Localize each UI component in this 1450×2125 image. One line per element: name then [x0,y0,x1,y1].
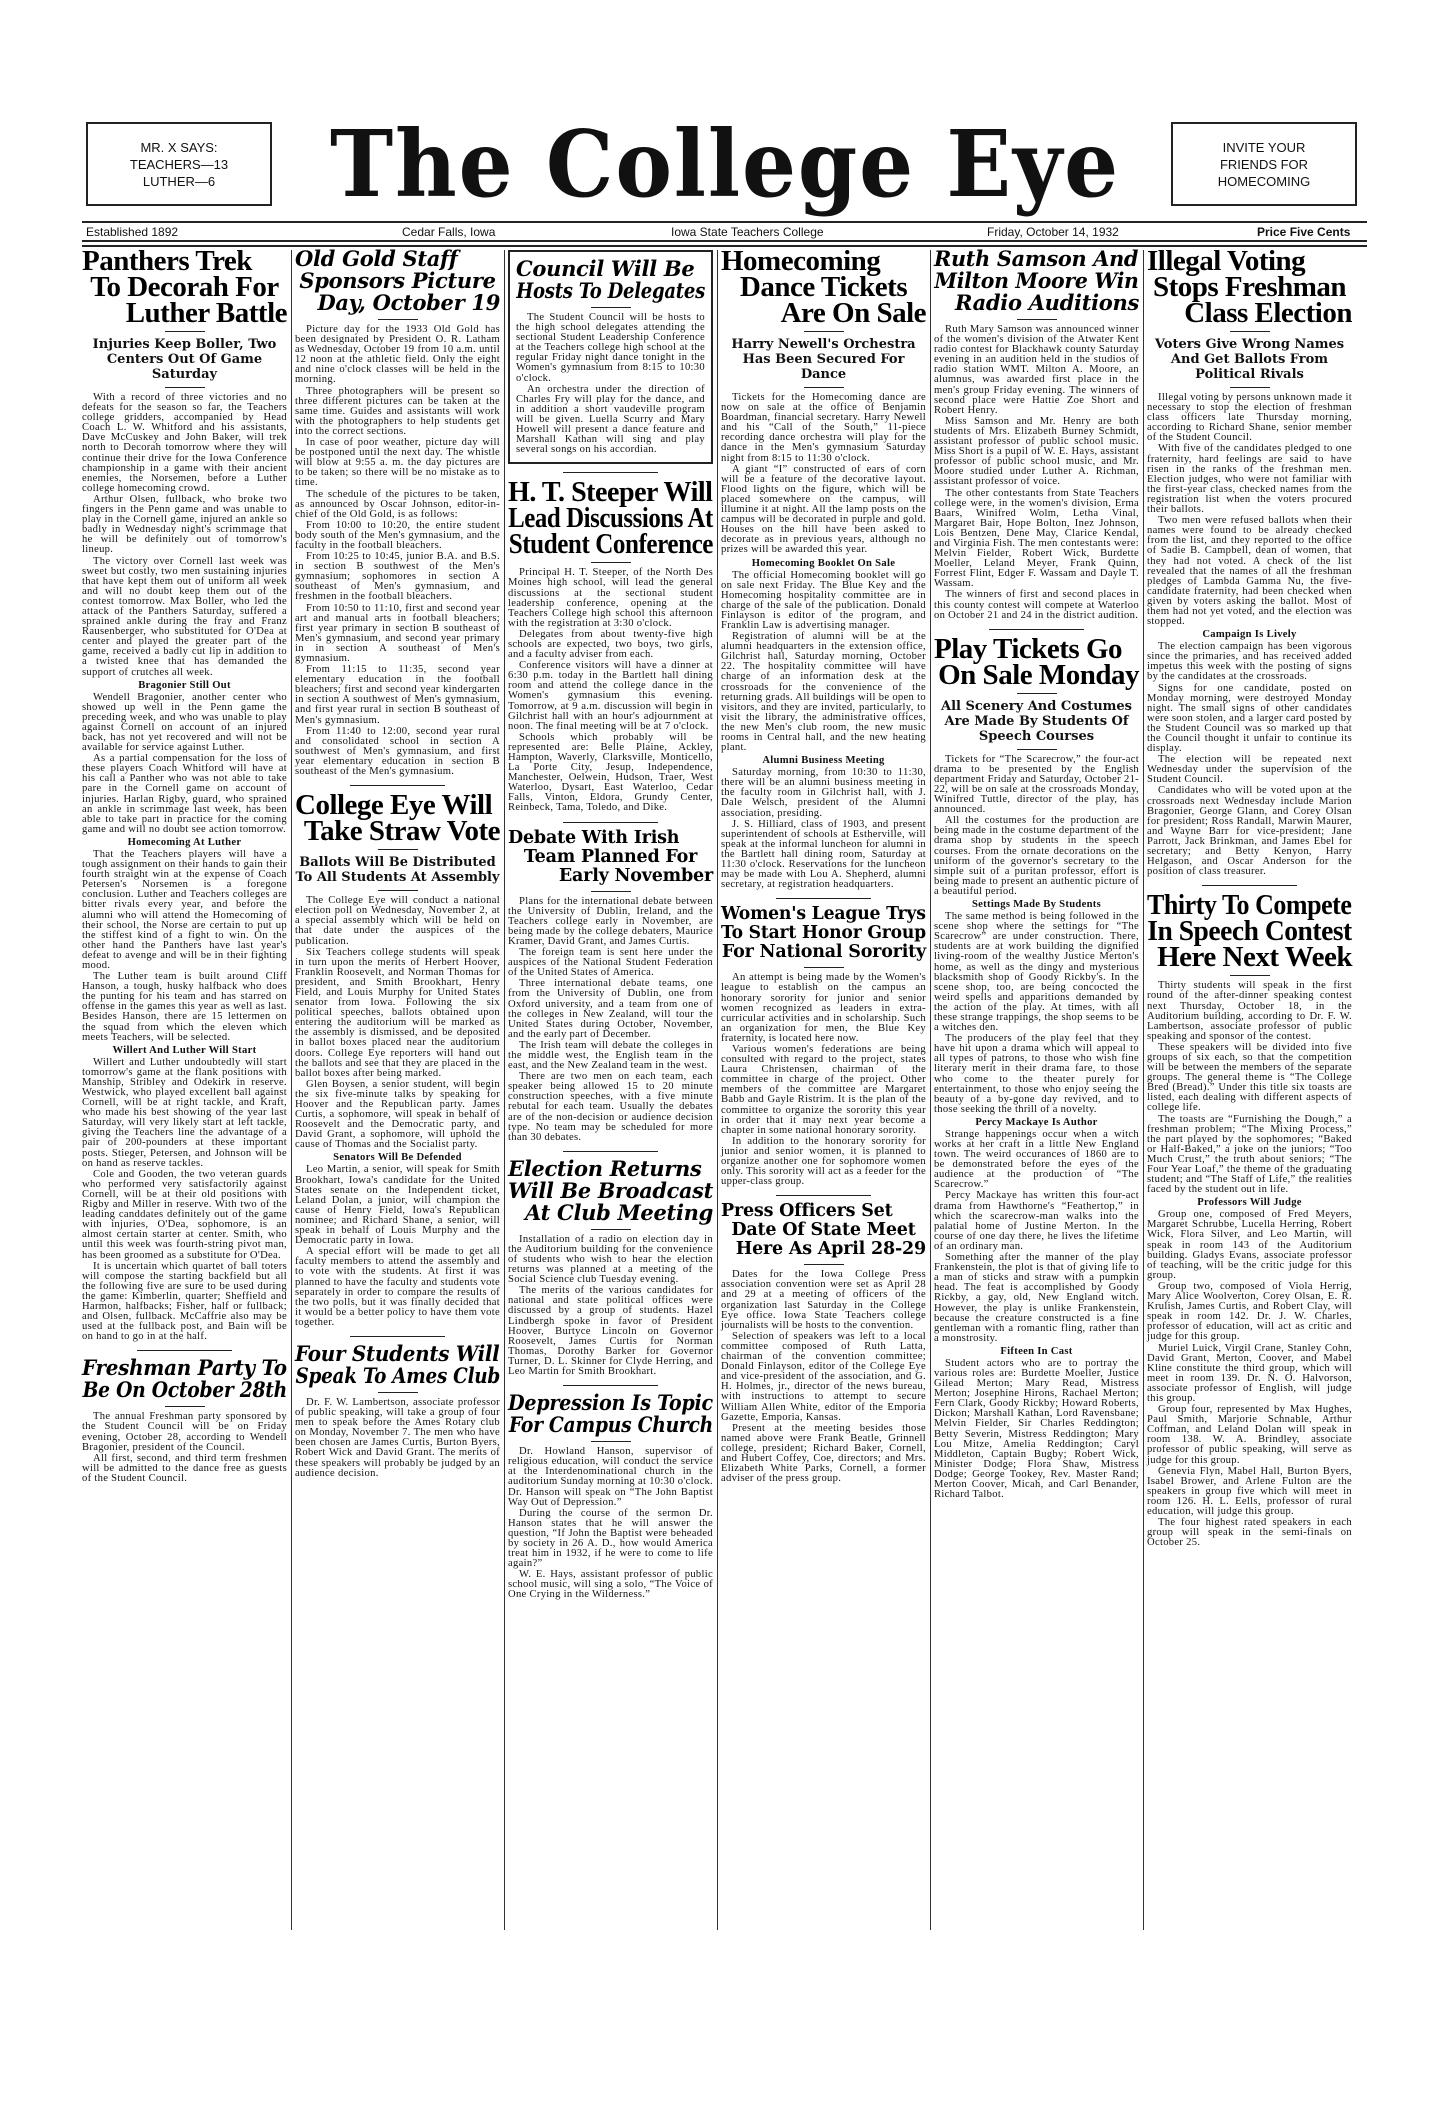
headline-line: In Speech Contest [1147,915,1352,948]
paragraph: Six Teachers college students will speak in turn upon the merits of Herbert Hoover, Franklin Roosevelt, and Norman Thomas for president, and Smith Brookhart, Henry Field, and Louis Murphy for United States senator from Iowa. Following the six political speeches, ballots obtained upon entering the auditorium will be marked as the assembly is dismissed, and be deposited in ballot boxes placed near the auditorium doors. College Eye reporters will hand out the ballots and see that they are placed in the ballot boxes after being marked. [295,946,500,1079]
newspaper-title-area [330,112,1120,216]
paragraph: The annual Freshman party sponsored by the Student Council will be on Friday evening, October 28, according to Wendell Bragonier, president of the Council. [82,1411,287,1453]
article [508,829,713,1143]
headline [1147,245,1352,329]
article [295,1340,501,1479]
paragraph: Three international debate teams, one from the University of Dublin, one from Oxford university, and a team from one of the colleges in New Zealand, will tour the United States during October, November, and the early part of December. [508,978,713,1040]
headline-line: Council Will Be [516,256,695,281]
headline [295,248,500,314]
paragraph: Various women's federations are being consulted with regard to the project, states Laura Christensen, chairman of the committee in charge of the project. Other members of the committee are Margaret Babb and Gayle Ristrim. It is the plan of the committee to organize the sorority this year in order that it may next year become a chapter in some national honorary sorority. [721,1043,926,1136]
headline-rule [378,319,418,320]
headline-line: To Start Honor Group [721,923,926,944]
headline-rule [1230,975,1270,976]
column-divider [291,250,292,1930]
section-subhead: Homecoming Booklet On Sale [751,557,896,569]
headline-line: Old Gold Staff [295,246,458,271]
headline-line: H. T. Steeper Will [508,476,713,509]
paragraph: Ruth Mary Samson was announced winner of the women's division of the Atwater Kent radio contest for Blackhawk county Saturday evening in an audition held in the studios of radio station WMT. Milton A. Moore, an alumnus, was awarded first place in the men's group Friday evening. The winners of second place were Hattie Zoe Short and Robert Henry. [934,324,1139,416]
article [508,1392,713,1600]
headline-line: Thirty To Compete [1147,889,1352,922]
paragraph: Cole and Gooden, the two veteran guards who performed very satisfactorily against Cornell, will be at their old positions with Rigby and Miller in reserve. With two of the leading canddates definitely out of the game with injuries, O'Dea, sophomore, is an almost certain starter at center. Smith, who until this week was fourth-string pivot man, has been groomed as a substitute for O'Dea. [82,1168,287,1261]
headline-rule [591,562,631,563]
paragraph: These speakers will be divided into five groups of six each, so that the competition will be between the members of the separate groups. The general theme is “The College Bred (Bread).” Under this title six toasts are listed, each dealing with different aspects of college life. [1147,1041,1352,1114]
column-divider [717,250,718,1930]
headline-rule [591,307,631,308]
headline [508,476,714,561]
headline-line: Press Officers Set [721,1201,893,1222]
paragraph: All the costumes for the production are being made in the costume department of the drama shop by students in the speech courses. From the ornate decorations on the uniform of the governor's secretary to the simple suit of a puritan professor, effort is being made to present an authentic picture of a beautiful period. [934,815,1139,897]
paragraph: An orchestra under the direction of Charles Fry will play for the dance, and in addition a short vaudeville program will be given. Luella Scurry and Mary Howell will present a dance feature and Marshall Kathan will sing and play several songs on his accordian. [516,383,705,456]
deck-subheadline: Voters Give Wrong Names And Get Ballots From Political Rivals [1154,337,1345,382]
headline [82,1357,287,1401]
headline [721,905,926,962]
headline-line: Homecoming [721,245,881,277]
paragraph: From 10:50 to 11:10, first and second year art and manual arts in football bleachers; first year primary in section B southeast of Men's gymnasium, and second year primary in in section A southeast of Men's gymnasium. [295,602,500,664]
paragraph: Picture day for the 1933 Old Gold has been designated by President O. R. Latham as Wednesday, October 19 from 10 a.m. until 12 noon at the athletic field. Only the eight and nine o'clock classes will be held in the morning. [295,324,500,386]
headline-line: On Sale Monday [938,658,1139,691]
headline-line: College Eye Will [295,789,493,822]
article [82,1357,287,1484]
headline-line: For National Sorority [721,942,926,963]
paragraph: From 11:40 to 12:00, second year rural and consolidated school in section A southwest of Men's gymnasium, and first year elementary education in section B southeast of the Men's gymnasium. [295,725,500,778]
paragraph: Registration of alumni will be at the alumni headquarters in the extension office, Gilchrist hall, Saturday morning, October 22. The hospitality committee will have charge of an information desk at the crossroads for the convenience of the returning grads. All buildings will be open to visitors, and they are invited, particularly, to visit the library, the administrative offices, the new Men's club room, the new music rooms in Central hall, and the new heating plant. [721,631,926,754]
headline-line: Panthers Trek [82,245,252,277]
paragraph: The producers of the play feel that they have hit upon a drama which will appeal to all types of patrons, to those who wish fine literary merit in their drama fare, to those who come to the theater purely for entertainment, to those who enjoy seeing the beauty of a by-gone day revived, and to those seeking the thrill of a novelty. [934,1033,1139,1115]
headline-line: Early November [558,865,713,886]
headline [721,245,926,329]
headline-rule [591,1441,631,1442]
issue-date: Friday, October 14, 1932 [987,225,1119,239]
article-divider [563,472,658,473]
headline-line: Lead Discussions At [508,502,713,535]
paragraph: Group four, represented by Max Hughes, Paul Smith, Marjorie Schnable, Arthur Coffman, and Leland Dolan will speak in room 138. W. A. Brindley, associate professor of public speaking, will serve as judge for this group. [1147,1404,1352,1466]
section-subhead: Homecoming At Luther [127,836,242,848]
article [721,1202,926,1484]
headline-line: Hosts To Delegates [516,278,706,303]
headline-line: Dance Tickets [739,271,908,303]
headline [934,632,1139,691]
paragraph: Present at the meeting besides those named above were Frank Beatle, Grinnell college, president; Richard Baker, Cornell, and Hubert Coffey, Coe, directors; and Mrs. Elizabeth White Parks, Cornell, a former adviser of the press group. [721,1422,926,1485]
paragraph: With five of the candidates pledged to one fraternity, hard feelings are said to have risen in the ranks of the freshman men. Election judges, who were not familiar with the first-year class, checked names from the registration list when the voters procured their ballots. [1147,443,1352,516]
headline-line: Date Of State Meet [731,1220,916,1241]
headline-line: Four Students Will [295,1340,500,1366]
headline-line: Freshman Party To [82,1355,287,1381]
headline-line: Election Returns [508,1155,702,1181]
headline-line: Be On October 28th [82,1377,287,1403]
established: Established 1892 [86,225,179,239]
paragraph: The official Homecoming booklet will go on sale next Friday. The Blue Key and the Homecoming hospitality committee are in charge of the sale of the publication. Donald Finlayson is editor of the program, and Franklin Law is advertising manager. [721,569,926,631]
section-subhead: Percy Mackaye Is Author [975,1116,1098,1128]
headline-line: Radio Auditions [954,290,1139,315]
headline [295,789,500,848]
article-divider [1202,885,1297,886]
paragraph: Strange happenings occur when a witch works at her craft in a little New England town. The weird occurances of 1860 are to be demonstrated before the eyes of the audience at the production of “The Scarecrow.” [934,1128,1139,1191]
paragraph: The election will be repeated next Wednesday under the supervision of the Student Council. [1147,754,1352,786]
headline [934,248,1139,314]
column-2 [295,248,500,1483]
section-subhead: Alumni Business Meeting [762,755,885,767]
deck-subheadline: Harry Newell's Orchestra Has Been Secured For Dance [731,337,916,382]
article [934,632,1139,1501]
article-divider [989,629,1084,630]
paragraph: From 10:00 to 10:20, the entire student body south of the Men's gymnasium, and the faculty in the football bleachers. [295,519,500,551]
article-divider [776,1195,871,1196]
headline-rule [804,967,844,968]
headline-line: Play Tickets Go [934,632,1122,665]
headline-rule [591,1229,631,1230]
paragraph: An attempt is being made by the Women's league to establish on the campus an honorary sorority for junior and senior women recognized as leaders in extra-curricular activities and in scholarship. Such an organization for men, the Blue Key fraternity, is located here now. [721,972,926,1044]
headline-line: Team Planned For [523,846,698,867]
column-divider [504,250,505,1930]
paragraph: J. S. Hilliard, class of 1903, and present superintendent of schools at Estherville, will speak at the informal luncheon for alumni in the Bartlett hall dining room, Saturday at 11:30 o'clock. Reservations for the luncheon may be made with Lou A. Shepherd, alumni secretary, at registration headquarters. [721,818,926,891]
paragraph: The merits of the various candidates for national and state political offices were discussed by a group of students. Hazel Lindbergh spoke in favor of President Hoover, Burtyce Lincoln on Governor Roosevelt, James Curtis for Norman Thomas, Dorothy Barker for Governor Turner, D. L. Skinner for Clyde Herring, and Leo Martin for Smith Brookhart. [508,1285,713,1378]
paragraph: The winners of first and second places in this county contest will compete at Waterloo on October 21 and 24 in the district audition. [934,589,1139,621]
article-divider [137,1350,232,1351]
headline [508,1392,713,1436]
headline-rule [378,1392,418,1393]
paragraph: It is uncertain which quartet of ball toters will compose the starting backfield but all the following five are sure to be used during the game: Kimberlin, quarter; Sheffield and Harmon, halfbacks; Fisher, half or fullback; and Olsen, fullback. McCaffrie also may be used at the fullback post, and Bain will be on hand to go in at the half. [82,1260,287,1343]
headline-line: Here Next Week [1157,941,1352,974]
paragraph: The Luther team is built around Cliff Hanson, a tough, husky halfback who does the punting for his team and has starred on offense in the games this year as well as last. Besides Hanson, there are 15 lettermen on the squad from which the eleven which meets Teachers, will be selected. [82,971,287,1043]
paragraph: The same method is being followed in the scene shop where the settings for “The Scarecrow” are under construction. There, students are at work building the dignified living-room of the wealthy Justice Merton's home, as well as the dingy and mysterious blacksmith shop of Goody Rickby's. In the scene shop, too, are being concocted the weird spells and apparitions demanded by the action of the play. At times, with all these strange trappings, the shop seems to be a witches den. [934,911,1139,1034]
headline-line: Debate With Irish [508,827,680,848]
masthead-rule [82,221,1367,223]
headline [516,258,705,302]
headline-line: Illegal Voting [1147,245,1306,277]
paragraph: Percy Mackaye has written this four-act drama from Hawthorne's “Feathertop,” in which the scarecrow-man walks into the palatial home of Justine Merton. In the course of one day there, he lives the lifetime of an ordinary man. [934,1190,1139,1252]
headline [82,245,287,329]
column-4 [721,245,926,1488]
paragraph: There are two men on each team, each speaker being allowed 15 to 20 minute construction speeches, with a five minute rebutal for each team. Usually the debates are of the non-decision or audience decision type. No team may be scheduled for more than 30 debates. [508,1071,713,1143]
paragraph: Three photographers will be present so three different pictures can be taken at the same time. Guides and assistants will work with the photographers to help students get into the correct sections. [295,385,500,437]
paragraph: A special effort will be made to get all faculty members to attend the assembly and to vote with the students. At first it was planned to have the faculty and students vote separately in order to compare the results of the two polls, but it was finally decided that it would be a better policy to have them vote together. [295,1246,500,1328]
paragraph: A giant “I” constructed of ears of corn will be a feature of the decorative layout. Flood lights on the figure, which will be placed somewhere on the campus, will illumine it at night. All the lamp posts on the campus will be decorated in purple and gold. Houses on the hill have been asked to decorate as in previous years, although no prizes will be awarded this year. [721,463,926,556]
section-subhead: Willert And Luther Will Start [112,1044,257,1056]
paragraph: In case of poor weather, picture day will be postponed until the next day. The whistle will blow at 9:55 a. m. the day pictures are to be taken; so there will be no mistake as to time. [295,437,500,489]
paragraph: In addition to the honorary sorority for junior and senior women, it is planned to organize another one for sophomore women only. This sorority will act as a feeder for the upper-class group. [721,1135,926,1188]
ear-line: FRIENDS FOR [1219,156,1309,172]
column-1 [82,245,287,1488]
headline-line: Luther Battle [125,297,287,329]
paragraph: Leo Martin, a senior, will speak for Smith Brookhart, Iowa's candidate for the United States senate on the Independent ticket, Leland Dolan, a junior, will champion the cause of Henry Field, Iowa's Republican nominee; and Richard Shane, a senior, will speak in behalf of Louis Murphy and the Democratic party in Iowa. [295,1164,500,1247]
headline [721,1202,926,1259]
paragraph: Willert and Luther undoubtedly will start tomorrow's game at the flank positions with Manship, Stribley and Odekirk in reserve. Westwick, who played excellent ball against Cornell, will be at right tackle, and Kraft, who made his best showing of the year last Saturday, will very likely start at left tackle, giving the Teachers line the advantage of a pair of 200-pounders at these important posts. Stieger, Petersen, and Johnson will be on hand as reserve tackles. [82,1056,287,1169]
paragraph: Muriel Luick, Virgil Crane, Stanley Cohn, David Grant, Merton, Coover, and Mabel Kline constitute the third group, which will meet in room 139. Dr. N. O. Halvorson, associate professor of English, will judge this group. [1147,1342,1352,1404]
headline-line: Are On Sale [780,297,926,329]
headline-rule [1017,319,1057,320]
paragraph: From 11:15 to 11:35, second year elementary education in the football bleachers; first and second year kindergarten in section A southwest of Men's gymnasium, and first year rural in section B southeast of Men's gymnasium. [295,664,500,726]
ear-line: MR. X SAYS: [140,139,218,155]
article [934,248,1139,621]
headline [508,1155,713,1225]
article [1147,245,1352,878]
school-name: Iowa State Teachers College [671,225,824,239]
column-5 [934,248,1139,1504]
headline-line: Speak To Ames Club [295,1362,501,1388]
paragraph: Candidates who will be voted upon at the crossroads next Wednesday include Marion Bragonier, George Glann, and Corey Olsan for president; Ross Randall, Marwin Maurer, and Wayne Barr for vice-president; Jane Parrott, Jack Brinkman, and James Ebel for secretary; and Betty Kenyon, Harry Helgason, and Oscar Anderson for the position of class treasurer. [1147,785,1352,878]
headline-rule [378,849,418,850]
paragraph: Two men were refused ballots when their names were found to be already checked from the list, and they reported to the office of Sadie B. Campbell, dean of women, that they had not voted. A check of the list revealed that the names of all the freshman pledges of Lambda Gamma Nu, the five-candidate fraternity, had been checked when given by voters asking the ballot. Most of them had not yet voted, and the election was stopped. [1147,515,1352,628]
paragraph: Something after the manner of the play Frankenstein, the plot is that of giving life to a man of sticks and straw with a pumpkin head. The feat is accomplished by Goody Rickby, a gay, old, New England witch. However, the play is unlike Frankenstein, because the creature constructed is a fine gentleman with a romantic fling, rather than a monstrosity. [934,1252,1139,1344]
paragraph: Saturday morning, from 10:30 to 11:30, there will be an alumni business meeting in the faculty room in Gilchrist hall, with J. Dale Welsch, president of the Alumni association, presiding. [721,767,926,819]
article-divider [563,822,658,823]
deck-rule [1017,749,1057,750]
paragraph: Plans for the international debate between the University of Dublin, Ireland, and the Teachers college early in November, are being made by the college debaters, Maurice Kramer, David Grant, and James Curtis. [508,895,713,947]
paragraph: Dr. F. W. Lambertson, associate professor of public speaking, will take a group of four men to speak before the Ames Rotary club on Monday, November 7. The men who have been chosen are James Curtis, Burton Byers, Robert Wick and David Grant. The merits of these speakers will probably be judged by an audience decision. [295,1396,500,1479]
headline-line: Student Conference [508,528,714,561]
headline [1147,889,1352,974]
headline [508,829,713,886]
article [1147,889,1352,1549]
headline-line: Sponsors Picture [299,268,496,293]
paragraph: Illegal voting by persons unknown made it necessary to stop the election of freshman class officers late Thursday morning, according to Richard Shane, senior member of the Student Council. [1147,392,1352,444]
article-divider [350,785,445,786]
paragraph: The foreign team is sent here under the auspices of the National Student Federation of the United States of America. [508,947,713,979]
headline-line: Take Straw Vote [303,815,500,848]
paragraph: As a partial compensation for the loss of these players Coach Whitford will have at his call a Panther who was not able to take pare in the Cornell game on account of injuries. Harlan Rigby, guard, who sprained an ankle in scrimmage last week, has been able to take part in practice for the coming game and will no doubt see action tomorrow. [82,753,287,835]
paragraph: Miss Samson and Mr. Henry are both students of Mrs. Elizabeth Burney Schmidt, assistant professor of public school music. Miss Short is a pupil of W. E. Hays, assistant professor of public school music, and Mr. Moore studied under Luther A. Richman, assistant professor of voice. [934,415,1139,488]
headline-rule [1017,693,1057,694]
article [721,245,926,891]
paragraph: The schedule of the pictures to be taken, as announced by Oscar Johnson, editor-in-chief of the Old Gold, is as follows: [295,488,500,520]
ear-line: HOMECOMING [1217,173,1311,189]
section-subhead: Bragonier Still Out [138,679,231,691]
paragraph: The other contestants from State Teachers college were, in the women's division, Erma Baars, Winifred Wolm, Letha Vinal, Margaret Bair, Hope Bolton, Inez Johnson, Lois Bentzen, Dene May, Clarice Kendal, and Virginia Fish. The men contestants were: Melvin Fielder, Robert Wick, Burdette Moeller, Leland Meyer, Frank Quinn, Forrest Flint, Edger F. Wassam and Dayle T. Wassam. [934,487,1139,590]
paragraph: Group two, composed of Viola Herrig, Mary Alice Woolverton, Corey Olsan, E. R. Krulish, James Curtis, and Robert Clay, will speak in room 142. Dr. J. W. Charles, professor of education, will act as critic and judge for this group. [1147,1280,1352,1343]
article-divider [563,1151,658,1152]
newspaper-title: The College Eye [330,110,1120,218]
deck-subheadline: Injuries Keep Boller, Two Centers Out Of Game Saturday [92,337,277,382]
ear-line: LUTHER—6 [142,173,216,189]
paragraph: Group one, composed of Fred Meyers, Margaret Schrubbe, Lucella Herring, Robert Wick, Flora Silver, and Leo Martin, will speak in room 143 of the Auditorium building. Gladys Evans, associate professor of teaching, will be the critic judge for this group. [1147,1209,1352,1281]
headline-line: Class Election [1184,297,1352,329]
headline-line: For Campus Church [508,1412,713,1438]
paragraph: That the Teachers players will have a tough assignment on their hands to gain their fourth straight win at the expense of Coach Petersen's Norsemen is a foregone conclusion. Luther and Teachers colleges are bitter rivals every year, and before the alumni who will attend the Homecoming of their school, the Norse are certain to put up the stiffest kind of a fight to win. On the other hand the Panthers have last year's defeat to avenge and will be in their fighting mood. [82,848,287,971]
deck-rule [378,890,418,891]
article-divider [350,1336,445,1337]
paragraph: Delegates from about twenty-five high schools are expected, two boys, two girls, and a faculty adviser from each. [508,628,713,661]
headline-rule [1230,331,1270,332]
paragraph: Tickets for the Homecoming dance are now on sale at the office of Benjamin Boardman, financial secretary. Harry Newell and his “Call of the South,” 11-piece recording dance orchestra will play for the dance in the Men's gymnasium Saturday night from 8:15 to 11:30 o'clock. [721,392,926,464]
headline-line: Depression Is Topic [508,1390,713,1416]
dateline [86,225,1361,241]
price: Price Five Cents [1257,225,1351,239]
article [82,245,287,1343]
article [295,789,500,1328]
paragraph: The four highest rated speakers in each group will speak in the semi-finals on October 25. [1147,1517,1352,1549]
column-6 [1147,245,1352,1552]
paragraph: Principal H. T. Steeper, of the North Des Moines high school, will lead the general discussions at the sectional student leadership conference, opening at the Teachers College high school this afternoon with the registration at 3:30 o'clock. [508,567,713,629]
headline-line: Milton Moore Win [934,268,1139,293]
paragraph: Conference visitors will have a dinner at 6:30 p.m. today in the Bartlett hall dining room and attend the college dance in the Women's gymnasium this evening. Tomorrow, at 9 a.m. discussion will begin in Gilchrist hall with an hour's adjournment at noon. The final meeting will be at 7 o'clock. [508,660,713,732]
article [508,250,713,464]
paragraph: From 10:25 to 10:45, junior B.A. and B.S. in section B southwest of the Men's gymnasium; sophomores in section A southeast of Men's gymnasium, and freshmen in the football bleachers. [295,551,500,603]
paragraph: The election campaign has been vigorous since the primaries, and has received added impetus this week with the posting of signs by the candidates at the crossroads. [1147,641,1352,683]
headline-line: Ruth Samson And [934,246,1139,271]
location: Cedar Falls, Iowa [402,225,496,239]
left-ear-box [86,122,272,206]
deck-subheadline: All Scenery And Costumes Are Made By Students Of Speech Courses [940,698,1132,744]
paragraph: All first, second, and third term freshmen will be admitted to the dance free as guests of the Student Council. [82,1452,287,1484]
paragraph: Wendell Bragonier, another center who showed up well in the Penn game the preceding week, and who was unable to play against Cornell on account of an injured back, has not yet recovered and will not be available for service against Luther. [82,691,287,754]
headline-line: At Club Meeting [525,1199,713,1225]
article [508,1155,713,1378]
paragraph: Student actors who are to portray the various roles are: Burdette Moeller, Justice Gilead Merton; Mary Read, Mistress Merton; Josephine Hirons, Rachael Merton; Fern Clark, Goody Rickby; Howard Roberts, Dickon; Marshall Kathan, Lord Ravensbane; Melvin Fielder, Sir Charles Reddington; Betty Severin, Mistress Reddington; Mary Lou Mitze, Amelia Reddington; Caryl Middleton, Captain Bugby; Robert Wick, Minister Dodge; Flora Shaw, Mistress Dodge; George Tookey, Rev. Master Rand; Merton Coover, Micah, and Carl Benander, Richard Talbot. [934,1357,1139,1501]
paragraph: With a record of three victories and no defeats for the season so far, the Teachers college gridders, accompanied by Head Coach L. W. Whitford and his assistants, Dave McCuskey and John Baker, will trek north to Decorah tomorrow where they will continue their drive for the Iowa Conference championship in a game with their ancient enemies, the Norsemen, before a Luther college homecoming crowd. [82,392,287,494]
column-3 [508,248,713,1605]
paragraph: Arthur Olsen, fullback, who broke two fingers in the Penn game and was unable to play in the Cornell game, injured an ankle so badly in Wednesday night's scrimmage that he will be definitely out of tomorrow's lineup. [82,493,287,556]
article [721,905,926,1187]
ear-line: INVITE YOUR [1222,139,1306,155]
column-divider [1143,250,1144,1930]
paragraph: The victory over Cornell last week was sweet but costly, two men sustaining injuries that have kept them out of uniform all week and will no doubt keep them out of the contest tomorrow. Max Boller, who led the attack of the Panthers Saturday, suffered a sprained ankle during the fray and Franz Rausenberger, who substituted for O'Dea at center and played the greater part of the game, received a badly cut lip in addition to a twisted knee that has demanded the support of crutches all week. [82,555,287,678]
headline-line: Here As April 28-29 [735,1239,926,1260]
paragraph: Selection of speakers was left to a local committee composed of Ruth Latta, chairman of the convention committee; Donald Finlayson, editor of the College Eye and vice-president of the association, and G. H. Holmes, jr., director of the news bureau, with instructions to attempt to secure William Allen White, editor of the Emporia Gazette, Emporia, Kansas. [721,1330,926,1423]
paragraph: Schools which probably will be represented are: Belle Plaine, Ackley, Hampton, Waverly, Clarksville, Monticello, La Porte City, Jesup, Independence, Manchester, Oelwein, Hudson, Traer, West Waterloo, Dysart, East Waterloo, Cedar Falls, Vinton, Eldora, Grundy Center, Reinbeck, Tama, Toledo, and Dike. [508,731,713,814]
column-divider [930,250,931,1930]
headline-rule [591,891,631,892]
headline [295,1340,501,1388]
paragraph: Genevia Flyn, Mabel Hall, Burton Byers, Isabel Brower, and Arlene Fulton are the speakers in group five which will meet in room 126. H. L. Eells, professor of rural education, will judge this group. [1147,1465,1352,1517]
deck-subheadline: Ballots Will Be Distributed To All Students At Assembly [295,855,500,886]
section-subhead: Senators Will Be Defended [333,1152,462,1164]
article-divider [563,1385,658,1386]
article [295,248,500,777]
paragraph: Installation of a radio on election day in the Auditorium building for the convenience of students who wish to hear the election returns was planned at a meeting of the Social Science club Tuesday evening. [508,1233,713,1286]
paragraph: Glen Boysen, a senior student, will begin the six five-minute talks by speaking for Hoover and the Republican party. James Curtis, a sophomore, will speak in behalf of Roosevelt and the Democratic party, and David Grant, a sophomore, will uphold the cause of Thomas and the Socialist party. [295,1078,500,1151]
section-subhead: Campaign Is Lively [1202,629,1297,641]
headline-line: Stops Freshman [1152,271,1347,303]
paragraph: Dr. Howland Hanson, supervisor of religious education, will conduct the service at the Interdenominational church in the auditorium Sunday morning at 10:30 o'clock. Dr. Hanson will speak on “The John Baptist Way Out of Depression.” [508,1446,713,1508]
paragraph: The Student Council will be hosts to the high school delegates attending the sectional Student Leadership Conference at the Teachers college high school at the regular Friday night dance tonight in the Women's gymnasium from 8:15 to 10:30 o'clock. [516,312,705,384]
paragraph: Dates for the Iowa College Press association convention were set as April 28 and 29 at a meeting of officers of the organization last Saturday in the College Eye office. Iowa State Teachers college journalists will be hosts to the convention. [721,1269,926,1331]
paragraph: The College Eye will conduct a national election poll on Wednesday, November 2, at a special assembly which will be held on that date under the auspices of the publication. [295,895,500,947]
paragraph: During the course of the sermon Dr. Hanson states that he will answer the question, “If John the Baptist were beheaded by society in 26 A. D., how would America treat him in 1932, if he were to come to life again?” [508,1507,713,1570]
headline-rule [165,331,205,332]
headline-rule [165,1406,205,1407]
paragraph: Signs for one candidate, posted on Monday morning, were destroyed Monday night. The small signs of other candidates were soon stolen, and a larger card posted by the Student Council was so marked up that the Council thought it unfair to continue its display. [1147,682,1352,755]
right-ear-box [1171,122,1357,206]
deck-rule [804,387,844,388]
section-subhead: Fifteen In Cast [1000,1345,1073,1357]
article [508,476,714,814]
deck-rule [165,387,205,388]
section-subhead: Professors Will Judge [1197,1197,1302,1209]
article-divider [776,898,871,899]
headline-line: To Decorah For [90,271,279,303]
paragraph: The Irish team will debate the colleges in the middle west, the English team in the east, and the New Zealand team in the west. [508,1039,713,1072]
paragraph: W. E. Hays, assistant professor of public school music, will sing a solo, “The Voice of One Crying in the Wilderness.” [508,1569,713,1601]
paragraph: The toasts are “Furnishing the Dough,” a freshman problem; “The Mixing Process,” the part played by the sophomores; “Baked or Half-Baked,” a joke on the juniors; “Too Much Crust,” the truth about seniors; “The Four Year Loaf,” the theme of the graduating student; and “The Staff of Life,” the realities faced by the student out in life. [1147,1113,1352,1196]
headline-line: Will Be Broadcast [508,1177,713,1203]
ear-line: TEACHERS—13 [129,156,229,172]
section-subhead: Settings Made By Students [971,899,1102,911]
paragraph: Thirty students will speak in the first round of the after-dinner speaking contest next Thursday, October 18, in the Auditorium building, according to Dr. F. W. Lambertson, associate professor of public speaking and sponsor of the contest. [1147,980,1352,1042]
headline-line: Women's League Trys [721,904,926,925]
headline-line: Day, October 19 [317,290,500,315]
paragraph: Tickets for “The Scarecrow,” the four-act drama to be presented by the English department Friday and Saturday, October 21-22, will be on sale at the crossroads Monday, Winifred Tuttle, director of the play, has announced. [934,753,1139,816]
headline-rule [804,1264,844,1265]
deck-rule [1230,387,1270,388]
headline-rule [804,331,844,332]
